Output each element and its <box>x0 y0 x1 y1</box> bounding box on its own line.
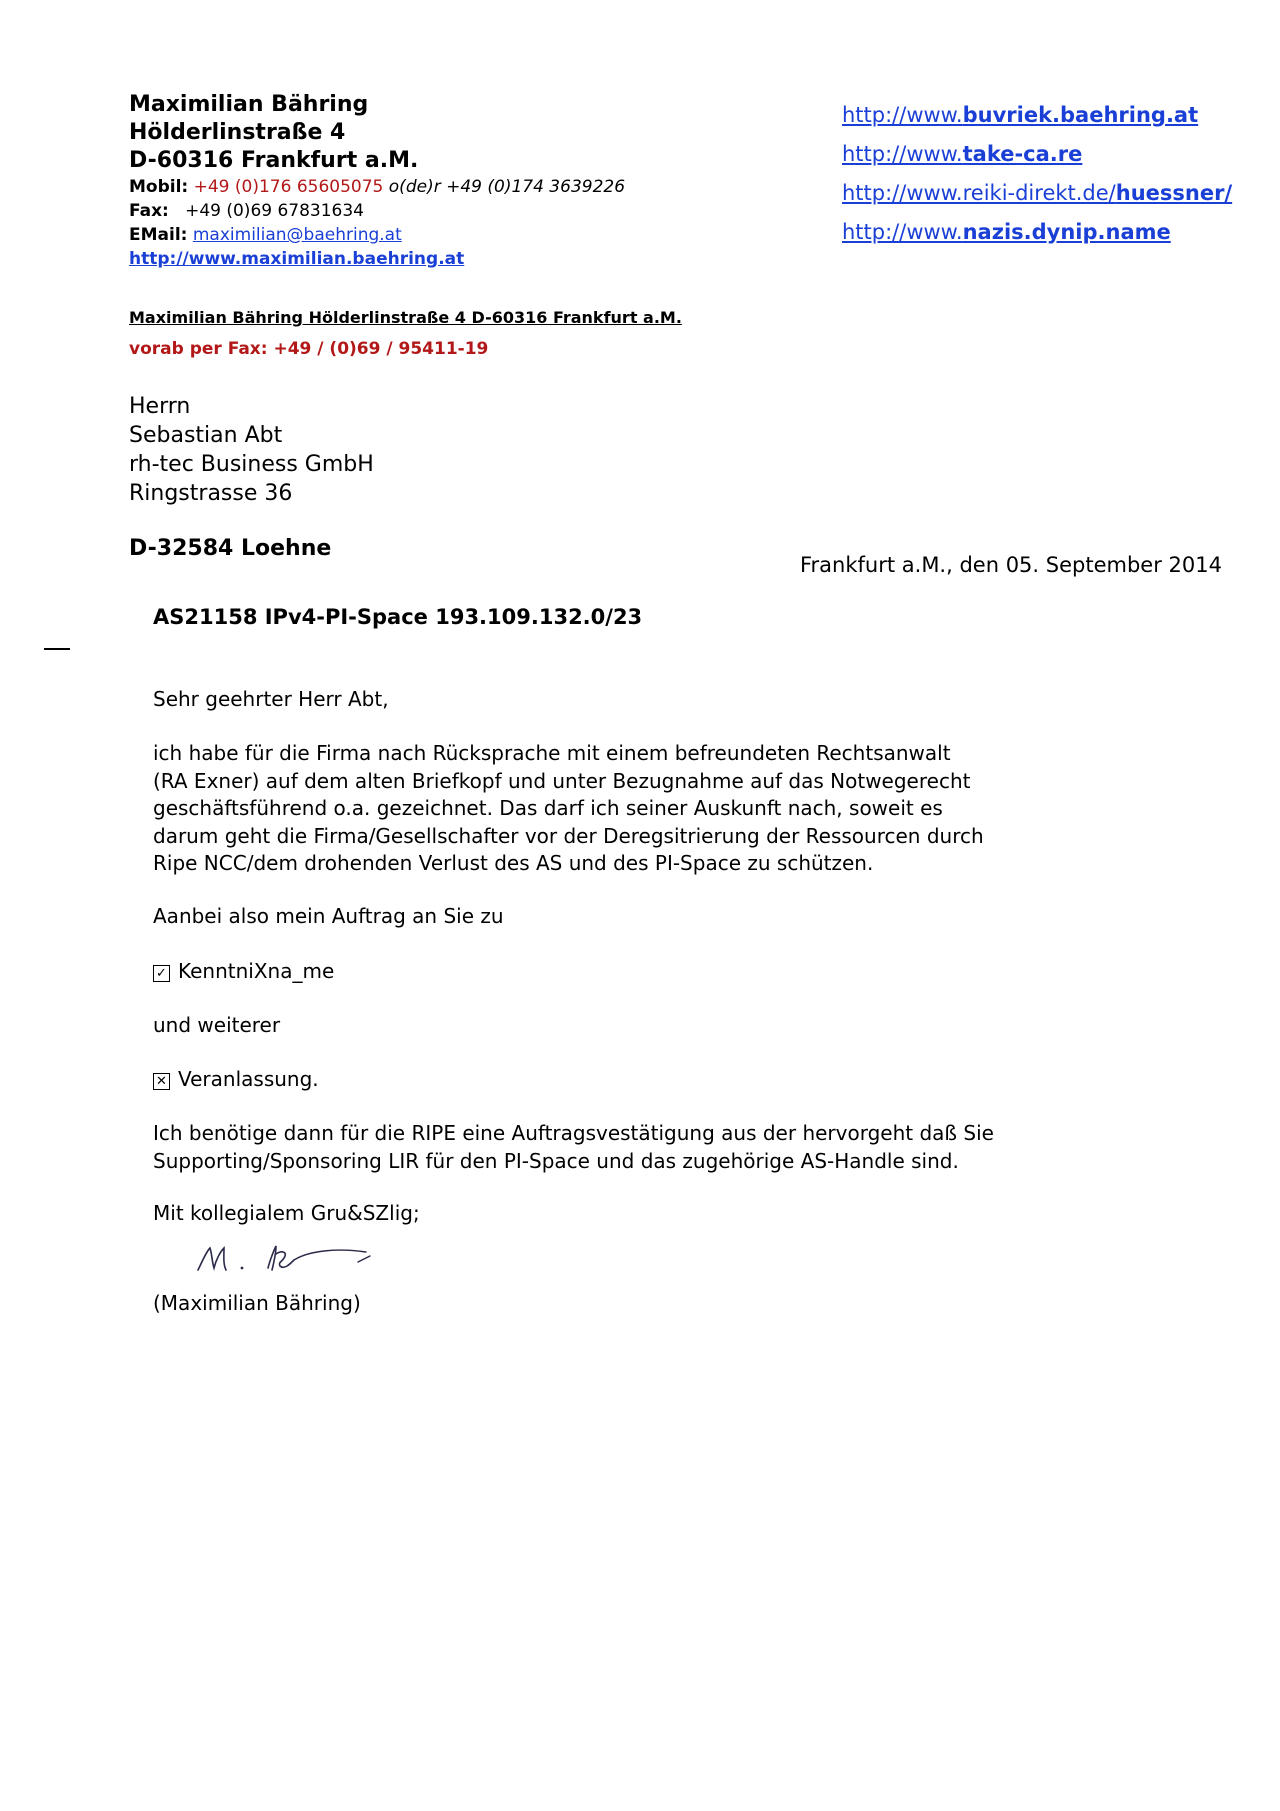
subject-line: AS21158 IPv4-PI-Space 193.109.132.0/23 <box>153 605 643 629</box>
links-block <box>842 96 1232 252</box>
paragraph-2: Aanbei also mein Auftrag an Sie zu <box>153 904 504 928</box>
recipient-street: Ringstrasse 36 <box>129 481 293 506</box>
greeting: Sehr geehrter Herr Abt, <box>153 687 389 711</box>
paragraph-1-line: ich habe für die Firma nach Rücksprache mit einem befreundeten Rechtsanwalt <box>153 741 951 765</box>
closing: Mit kollegialem Gru&SZlig; <box>153 1201 420 1225</box>
sender-street: Hölderlinstraße 4 <box>129 120 346 145</box>
sender-name: Maximilian Bähring <box>129 92 369 117</box>
recipient-block <box>129 392 374 508</box>
website-link[interactable]: http://www.maximilian.baehring.at <box>129 249 465 269</box>
sender-fax-line <box>129 199 625 223</box>
paragraph-4-line: Ich benötige dann für die RIPE eine Auftragsvestätigung aus der hervorgeht daß Sie <box>153 1121 994 1145</box>
mobile-label: Mobil: <box>129 177 189 197</box>
sender-mobile-line <box>129 175 625 199</box>
signature-name: (Maximilian Bähring) <box>153 1291 361 1315</box>
checkbox-item-veranlassung <box>153 1066 319 1094</box>
sender-block <box>129 91 625 271</box>
paragraph-1 <box>153 740 984 878</box>
recipient-name: Sebastian Abt <box>129 423 283 448</box>
link-buvriek[interactable]: http://www.buvriek.baehring.at <box>842 103 1199 127</box>
link-take-care[interactable]: http://www.take-ca.re <box>842 142 1083 166</box>
recipient-salutation: Herrn <box>129 394 191 419</box>
paragraph-1-line: geschäftsführend o.a. gezeichnet. Das darf ich seiner Auskunft nach, soweit es <box>153 796 943 820</box>
recipient-company: rh-tec Business GmbH <box>129 452 374 477</box>
recipient-city: D-32584 Loehne <box>129 536 332 561</box>
mobile-number: +49 (0)176 65605075 <box>193 177 384 197</box>
link-reiki-direkt[interactable]: http://www.reiki-direkt.de/huessner/ <box>842 181 1233 205</box>
paragraph-4 <box>153 1120 994 1175</box>
checkbox-checked-icon: ✓ <box>153 965 170 982</box>
sender-email-line <box>129 223 625 247</box>
fold-mark <box>44 648 70 650</box>
checkbox-label: Veranlassung. <box>178 1067 319 1091</box>
checkbox-item-kenntnisnahme <box>153 958 334 986</box>
checkbox-crossed-icon: ✕ <box>153 1073 170 1090</box>
mobile-or: o(de)r <box>388 177 441 197</box>
sender-city: D-60316 Frankfurt a.M. <box>129 148 419 173</box>
paragraph-1-line: Ripe NCC/dem drohenden Verlust des AS und des PI-Space zu schützen. <box>153 851 874 875</box>
paragraph-4-line: Supporting/Sponsoring LIR für den PI-Space und das zugehörige AS-Handle sind. <box>153 1148 959 1173</box>
fax-note-label: vorab per Fax: <box>129 339 268 359</box>
email-label: EMail: <box>129 225 188 245</box>
paragraph-1-line: (RA Exner) auf dem alten Briefkopf und unter Bezugnahme auf das Notwegerecht <box>153 768 971 793</box>
email-link[interactable]: maximilian@baehring.at <box>192 225 402 245</box>
checkbox-label: KenntniXna_me <box>178 959 335 983</box>
fax-number: +49 (0)69 67831634 <box>185 201 365 221</box>
date-line: Frankfurt a.M., den 05. September 2014 <box>800 553 1222 577</box>
handwritten-signature <box>190 1240 380 1280</box>
paragraph-1-line: darum geht die Firma/Gesellschafter vor der Deregsitrierung der Ressourcen durch <box>153 823 984 848</box>
link-nazis-dynip[interactable]: http://www.nazis.dynip.name <box>842 220 1171 244</box>
sender-website-line <box>129 247 625 271</box>
return-address: Maximilian Bähring Hölderlinstraße 4 D-60316 Frankfurt a.M. <box>129 308 682 327</box>
fax-note <box>129 339 488 359</box>
mobile-alt-number: +49 (0)174 3639226 <box>446 177 626 197</box>
fax-label: Fax: <box>129 201 169 221</box>
fax-note-number: +49 / (0)69 / 95411-19 <box>273 339 489 359</box>
paragraph-3: und weiterer <box>153 1013 281 1037</box>
